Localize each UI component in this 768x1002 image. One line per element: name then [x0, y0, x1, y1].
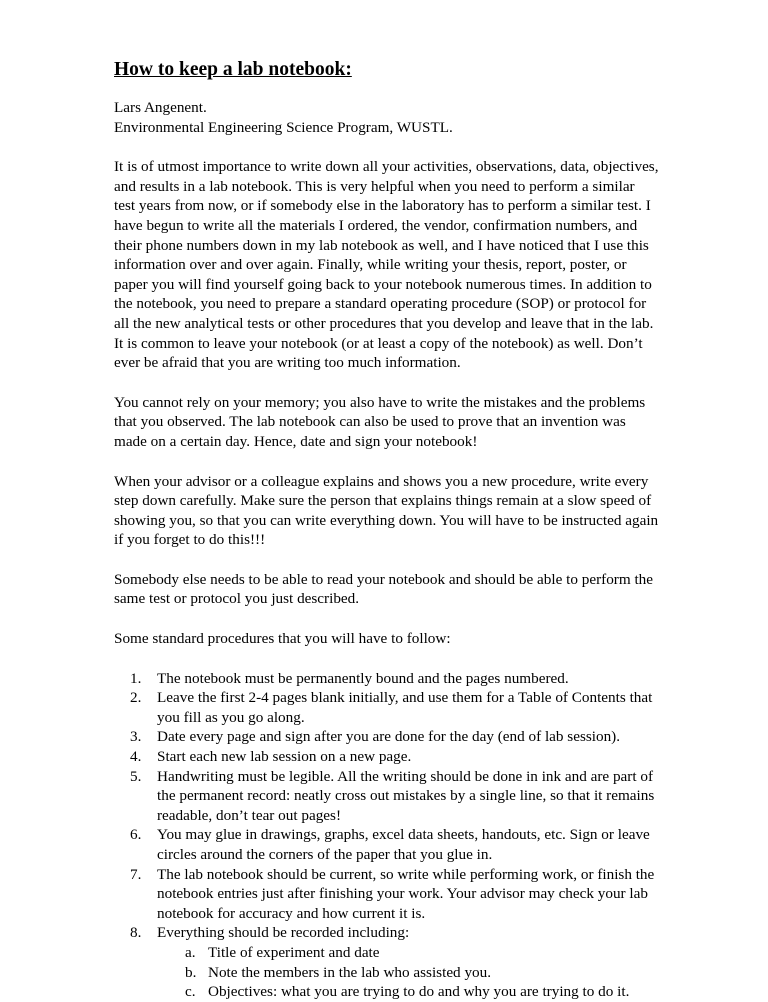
author-name: Lars Angenent. [114, 99, 207, 116]
sub-list-item-text: Note the members in the lab who assisted you. [208, 963, 492, 981]
document-page [114, 58, 659, 1002]
paragraph-procedures-intro: Some standard procedures that you will have to follow: [114, 630, 451, 648]
paragraph-memory: You cannot rely on your memory; you also have to write the mistakes and the problems that you observed. The lab notebook can also be used to prove that an invention was made on a certain day. Hence, date and sign your notebook! [114, 393, 646, 450]
list-item-number: 7. [130, 865, 142, 883]
list-item-number: 6. [130, 826, 142, 844]
list-item-text: Handwriting must be legible. All the writing should be done in ink and are part of the permanent record: neatly cross out mistakes by a single line, so that it remains readable, don’t tear out pages! [157, 767, 655, 824]
list-item-number: 1. [130, 669, 142, 687]
recorded-items-list [157, 943, 659, 1002]
list-item-number: 8. [130, 924, 142, 942]
paragraph-advisor: When your advisor or a colleague explains and shows you a new procedure, write every step down carefully. Make sure the person that explains things remain at a slow speed of showing you, so that you can write everything down. You will have to be instructed again if you forget to do this!!! [114, 472, 659, 549]
list-item [130, 688, 659, 727]
list-item-text: The lab notebook should be current, so write while performing work, or finish the notebook entries just after finishing your work. Your advisor may check your lab notebook for accuracy and how current it is. [157, 865, 655, 922]
author-affiliation: Environmental Engineering Science Program, WUSTL. [114, 118, 453, 136]
paragraph-readability: Somebody else needs to be able to read your notebook and should be able to perform the same test or protocol you just described. [114, 570, 654, 608]
sub-list-item [185, 982, 659, 1002]
sub-list-item-letter: a. [185, 943, 196, 961]
sub-list-item-letter: b. [185, 963, 197, 981]
list-item [130, 825, 659, 864]
list-item [130, 727, 659, 747]
sub-list-item-letter: c. [185, 983, 196, 1001]
list-item-number: 5. [130, 767, 142, 785]
sub-list-item [185, 943, 659, 963]
list-item-number: 2. [130, 689, 142, 707]
procedure-list [114, 669, 659, 1002]
author-block [114, 98, 659, 137]
list-item [130, 767, 659, 826]
list-item-text: Date every page and sign after you are done for the day (end of lab session). [157, 728, 621, 746]
list-item [130, 865, 659, 924]
list-item [130, 923, 659, 1001]
list-item-text: The notebook must be permanently bound and the pages numbered. [157, 669, 569, 687]
list-item-text: Start each new lab session on a new page. [157, 748, 412, 766]
list-item-number: 3. [130, 728, 142, 746]
list-item-text: You may glue in drawings, graphs, excel data sheets, handouts, etc. Sign or leave circles around the corners of the paper that you glue in. [157, 826, 650, 863]
list-item [130, 747, 659, 767]
list-item-text: Everything should be recorded including: [157, 924, 410, 942]
list-item-text: Leave the first 2-4 pages blank initially, and use them for a Table of Contents that you fill as you go along. [157, 689, 653, 726]
list-item [130, 669, 659, 689]
sub-list-item-text: Objectives: what you are trying to do and why you are trying to do it. [208, 983, 630, 1001]
sub-list-item [185, 963, 659, 983]
list-item-number: 4. [130, 748, 142, 766]
paragraph-intro: It is of utmost importance to write down all your activities, observations, data, objectives, and results in a lab notebook. This is very helpful when you need to perform a similar test years from now, or if somebody else in the laboratory has to perform a similar test. I have begun to write all the materials I ordered, the vendor, confirmation numbers, and their phone numbers down in my lab notebook as well, and I have noticed that I use this information over and over again. Finally, while writing your thesis, report, poster, or paper you will find yourself going back to your notebook numerous times. In addition to the notebook, you need to prepare a standard operating procedure (SOP) or protocol for all the new analytical tests or other procedures that you develop and leave that in the lab. It is common to leave your notebook (or at least a copy of the notebook) as well. Don’t ever be afraid that you are writing too much information. [114, 158, 659, 372]
document-title: How to keep a lab notebook: [114, 59, 352, 80]
sub-list-item-text: Title of experiment and date [208, 943, 380, 961]
